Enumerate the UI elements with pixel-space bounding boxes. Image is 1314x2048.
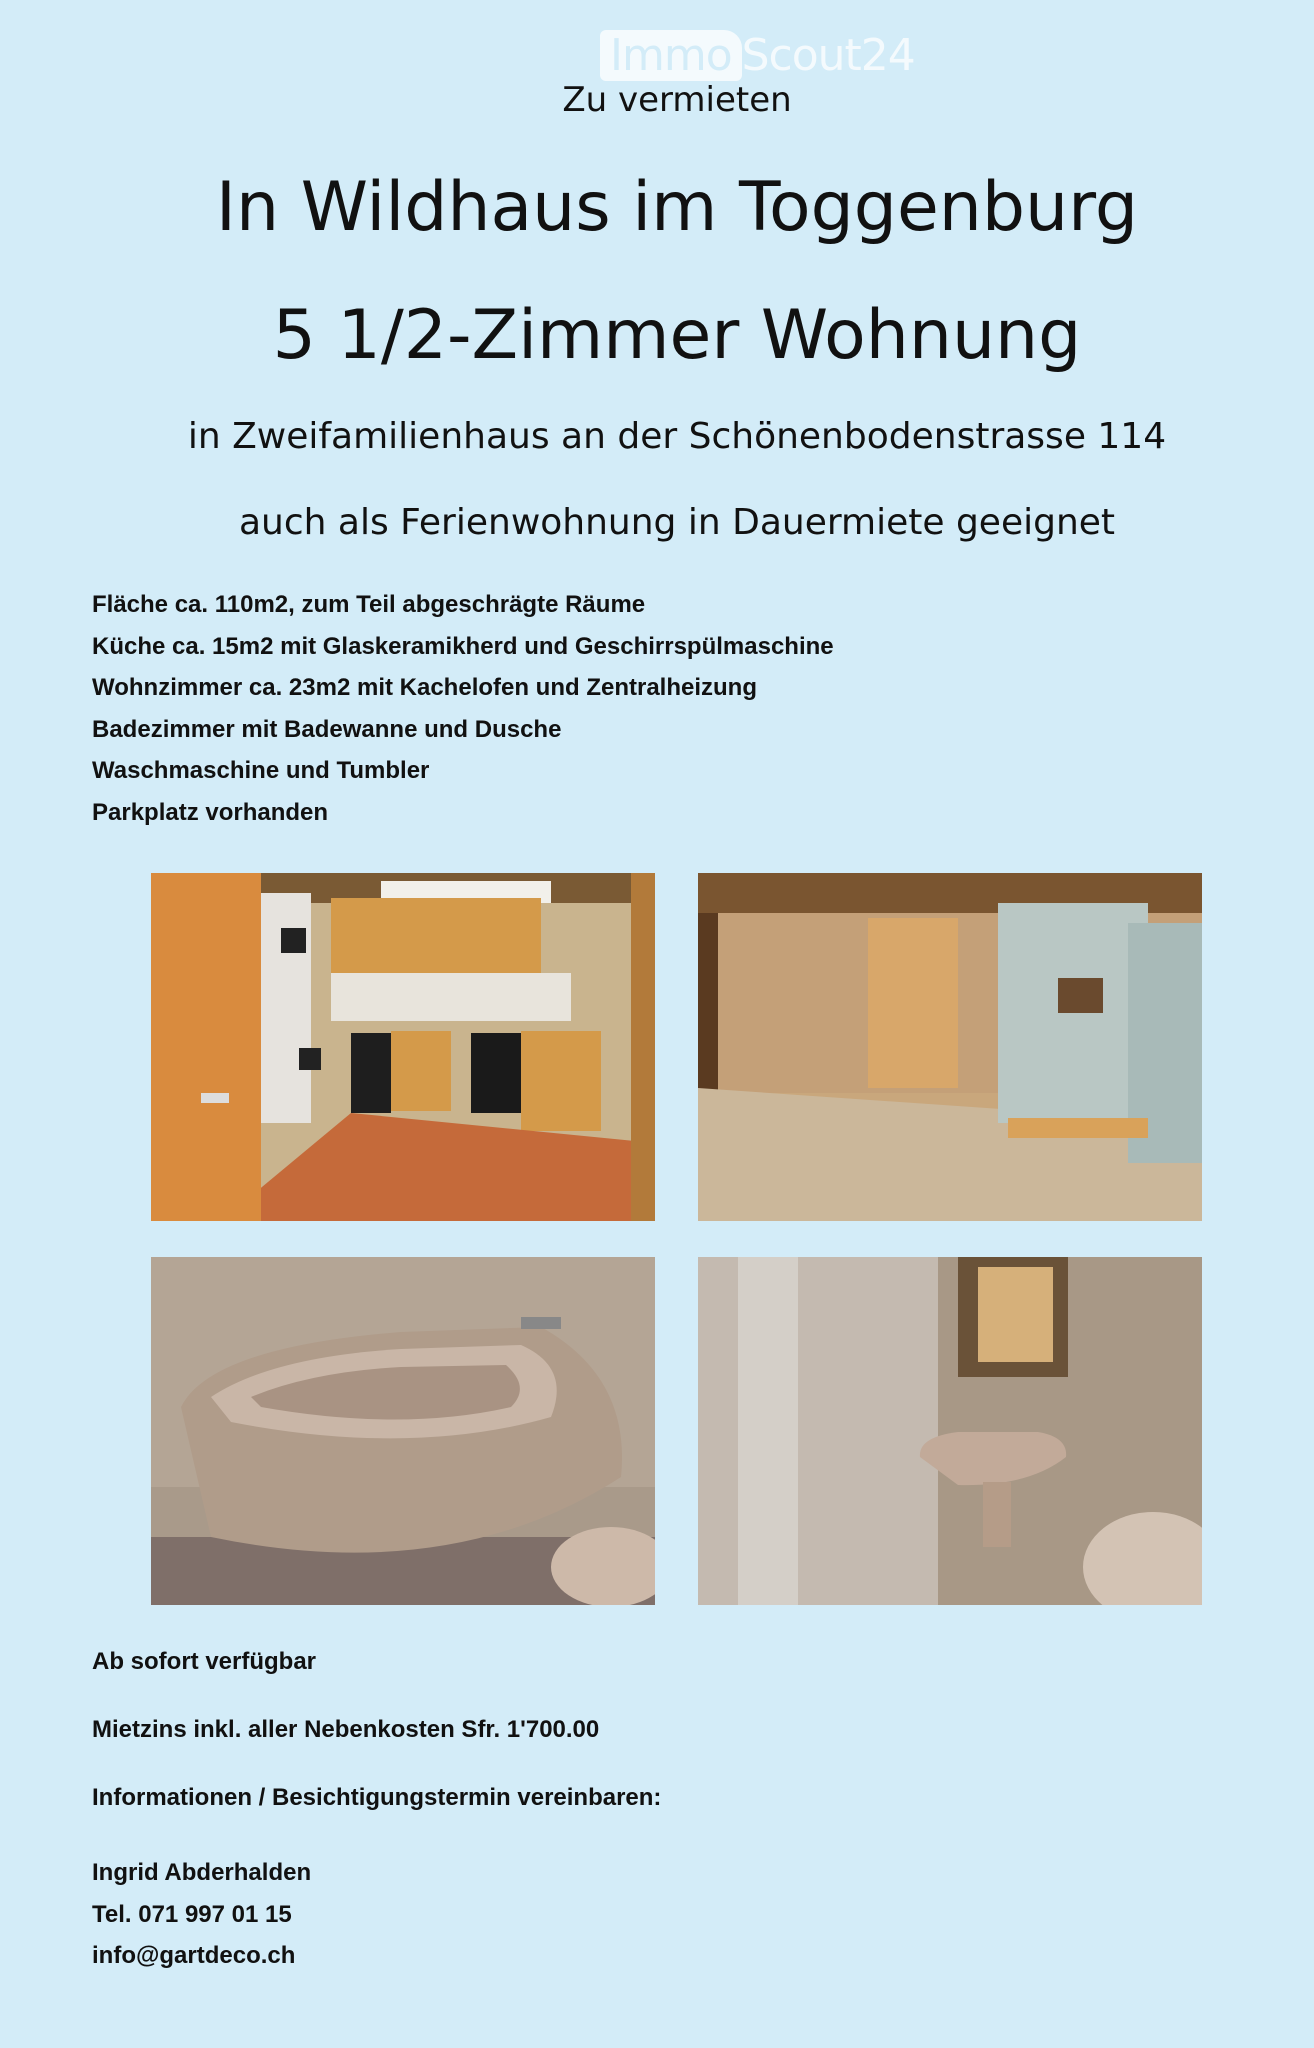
feature-list (92, 584, 834, 833)
contact-phone[interactable]: Tel. 071 997 01 15 (92, 1900, 292, 1928)
info-label: Informationen / Besichtigungstermin vereinbaren: (92, 1784, 662, 1811)
contact-block (92, 1852, 311, 1977)
feature-item: Parkplatz vorhanden (92, 798, 329, 826)
title-location: In Wildhaus im Toggenburg (215, 168, 1139, 247)
kitchen-photo (151, 873, 655, 1221)
bathtub-photo (151, 1257, 655, 1605)
shower-sink-photo (698, 1257, 1202, 1605)
feature-item: Waschmaschine und Tumbler (92, 757, 430, 784)
contact-email[interactable]: info@gartdeco.ch (92, 1942, 296, 1969)
contact-name: Ingrid Abderhalden (92, 1859, 312, 1886)
intro-text: Zu vermieten (562, 80, 792, 120)
immoscout-watermark (600, 30, 915, 81)
feature-item: Wohnzimmer ca. 23m2 mit Kachelofen und Zentralheizung (92, 674, 758, 701)
availability-text: Ab sofort verfügbar (92, 1648, 317, 1675)
title-apartment: 5 1/2-Zimmer Wohnung (272, 296, 1082, 375)
watermark-left: Immo (600, 30, 742, 81)
watermark-right: Scout24 (741, 30, 915, 81)
living-room-photo (698, 873, 1202, 1221)
subtitle-address: in Zweifamilienhaus an der Schönenbodenstrasse 114 (187, 416, 1167, 457)
subtitle-holiday: auch als Ferienwohnung in Dauermiete geeignet (238, 502, 1116, 543)
feature-item: Badezimmer mit Badewanne und Dusche (92, 715, 562, 743)
feature-item: Fläche ca. 110m2, zum Teil abgeschrägte Räume (92, 591, 646, 618)
rent-text: Mietzins inkl. aller Nebenkosten Sfr. 1'700.00 (92, 1716, 600, 1743)
feature-item: Küche ca. 15m2 mit Glaskeramikherd und Geschirrspülmaschine (92, 632, 834, 660)
